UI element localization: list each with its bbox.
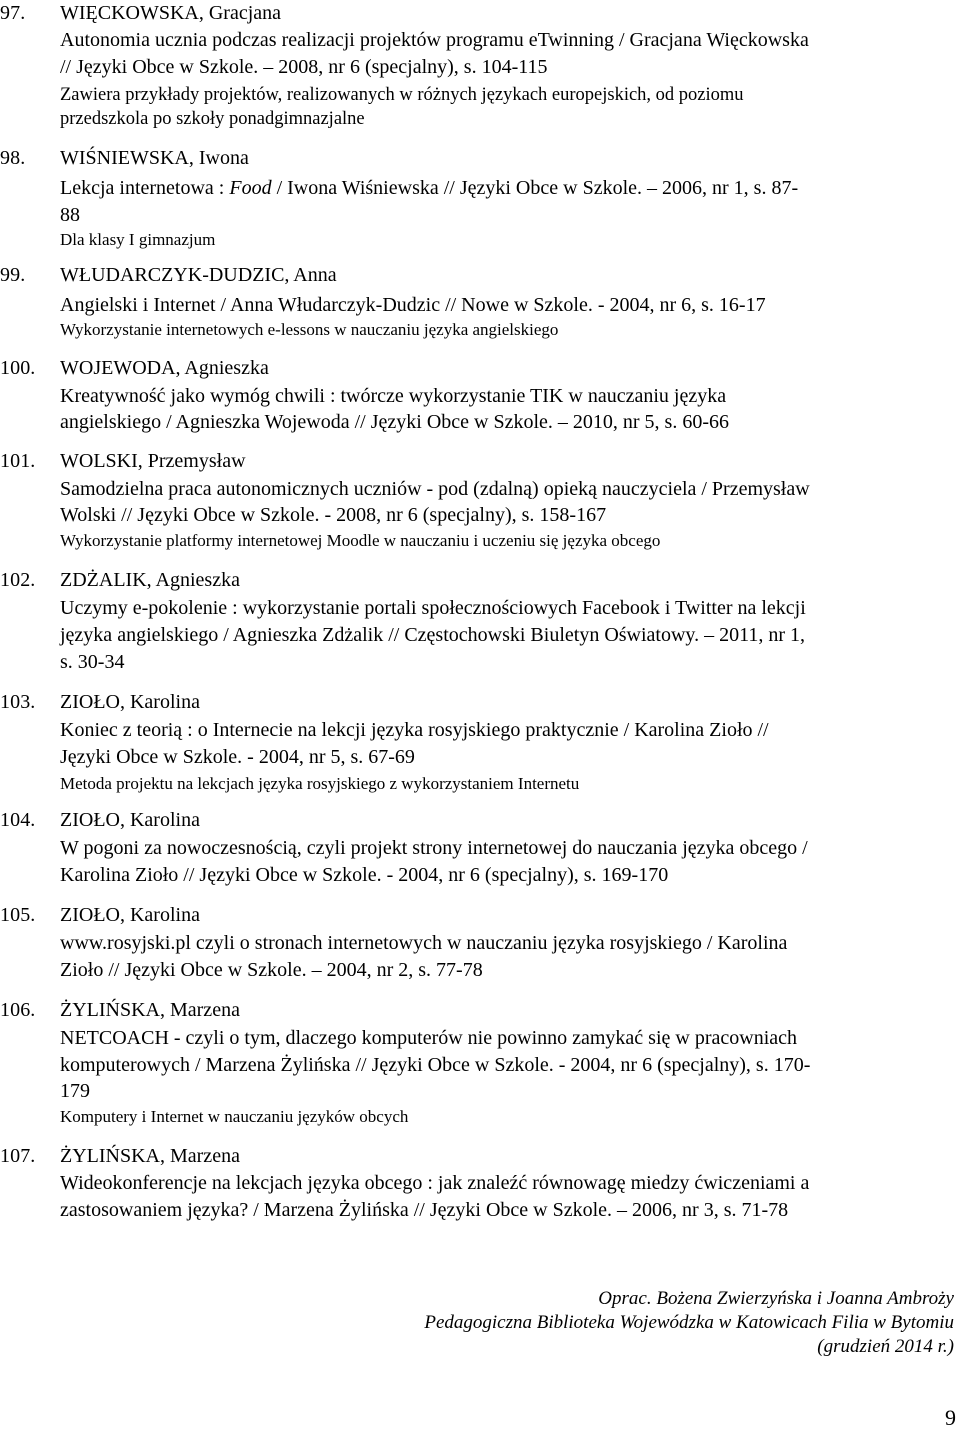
- compiler-line: Oprac. Bożena Zwierzyńska i Joanna Ambroży: [598, 1288, 954, 1309]
- entry-title-line: Kreatywność jako wymóg chwili : twórcze wykorzystanie TIK w nauczaniu języka: [60, 385, 727, 407]
- entry-title-line: s. 30-34: [60, 651, 125, 673]
- entry-title-line: W pogoni za nowoczesnością, czyli projekt strony internetowej do nauczania języka obcego /: [60, 837, 808, 859]
- entry-title-line: Autonomia ucznia podczas realizacji projektów programu eTwinning / Gracjana Więckowska: [60, 29, 809, 51]
- entry-author: WŁUDARCZYK-DUDZIC, Anna: [60, 264, 337, 286]
- entry-title-line: 179: [60, 1080, 90, 1102]
- entry-number: 103.: [0, 691, 36, 713]
- entry-author: WIŚNIEWSKA, Iwona: [60, 147, 249, 169]
- entry-title-line: komputerowych / Marzena Żylińska // Języki Obce w Szkole. - 2004, nr 6 (specjalny), s. 170-: [60, 1054, 811, 1076]
- entry-note: Komputery i Internet w nauczaniu języków obcych: [60, 1107, 409, 1126]
- entry-title-line: Zioło // Języki Obce w Szkole. – 2004, nr 2, s. 77-78: [60, 959, 483, 981]
- entry-number: 102.: [0, 569, 36, 591]
- entry-author: WIĘCKOWSKA, Gracjana: [60, 2, 282, 24]
- entry-note: Metoda projektu na lekcjach języka rosyjskiego z wykorzystaniem Internetu: [60, 774, 580, 793]
- entry-number: 98.: [0, 147, 26, 169]
- entry-title-line: Języki Obce w Szkole. - 2004, nr 5, s. 67-69: [60, 746, 415, 768]
- entry-title-line: Koniec z teorią : o Internecie na lekcji języka rosyjskiego praktycznie / Karolina Zioło //: [60, 719, 769, 741]
- entry-note: Zawiera przykłady projektów, realizowanych w różnych językach europejskich, od poziomu: [60, 85, 744, 105]
- entry-author: WOLSKI, Przemysław: [60, 450, 246, 472]
- entry-title-line: Angielski i Internet / Anna Włudarczyk-Dudzic // Nowe w Szkole. - 2004, nr 6, s. 16-17: [60, 294, 766, 316]
- entry-number: 100.: [0, 357, 36, 379]
- entry-title-line: Uczymy e-pokolenie : wykorzystanie portali społecznościowych Facebook i Twitter na lekcji: [60, 597, 806, 619]
- entry-number: 101.: [0, 450, 36, 472]
- entry-title-line: Samodzielna praca autonomicznych uczniów - pod (zdalną) opieką nauczyciela / Przemysław: [60, 478, 810, 500]
- entry-number: 99.: [0, 264, 26, 286]
- entry-title-line: angielskiego / Agnieszka Wojewoda // Języki Obce w Szkole. – 2010, nr 5, s. 60-66: [60, 411, 730, 433]
- entry-author: ŻYLIŃSKA, Marzena: [60, 1145, 240, 1167]
- entry-title-part: Lekcja internetowa :: [60, 177, 230, 199]
- entry-author: ZIOŁO, Karolina: [60, 904, 200, 926]
- entry-author: ZIOŁO, Karolina: [60, 809, 200, 831]
- entry-title-line: Wolski // Języki Obce w Szkole. - 2008, nr 6 (specjalny), s. 158-167: [60, 504, 607, 526]
- entry-number: 104.: [0, 809, 36, 831]
- entry-title-line: 88: [60, 204, 80, 226]
- page-number: 9: [945, 1405, 956, 1430]
- entry-title-line: zastosowaniem języka? / Marzena Żylińska // Języki Obce w Szkole. – 2006, nr 3, s. 71-78: [60, 1199, 789, 1221]
- entry-title-line: [60, 175, 798, 201]
- entry-title-line: Karolina Zioło // Języki Obce w Szkole. - 2004, nr 6 (specjalny), s. 169-170: [60, 864, 669, 886]
- entry-title-line: Wideokonferencje na lekcjach języka obcego : jak znaleźć równowagę miedzy ćwiczeniami a: [60, 1172, 810, 1194]
- entry-number: 106.: [0, 999, 36, 1021]
- entry-author: WOJEWODA, Agnieszka: [60, 357, 269, 379]
- entry-title-part: / Iwona Wiśniewska // Języki Obce w Szkole. – 2006, nr 1, s. 87-: [271, 177, 799, 199]
- entry-title-line: www.rosyjski.pl czyli o stronach internetowych w nauczaniu języka rosyjskiego / Karolina: [60, 932, 788, 954]
- compiler-credit: [424, 1287, 954, 1359]
- entry-number: 107.: [0, 1145, 36, 1167]
- entry-note: Wykorzystanie platformy internetowej Moodle w nauczaniu i uczeniu się języka obcego: [60, 531, 661, 550]
- entry-author: ZDŻALIK, Agnieszka: [60, 569, 240, 591]
- entry-note: Wykorzystanie internetowych e-lessons w nauczaniu języka angielskiego: [60, 320, 559, 339]
- entry-title-line: NETCOACH - czyli o tym, dlaczego komputerów nie powinno zamykać się w pracowniach: [60, 1027, 798, 1049]
- entry-title-italic: Food: [229, 177, 272, 199]
- entry-title-line: języka angielskiego / Agnieszka Zdżalik // Częstochowski Biuletyn Oświatowy. – 2011, nr 1,: [60, 624, 806, 646]
- entry-title-line: // Języki Obce w Szkole. – 2008, nr 6 (specjalny), s. 104-115: [60, 56, 548, 78]
- entry-author: ŻYLIŃSKA, Marzena: [60, 999, 240, 1021]
- entry-note: Dla klasy I gimnazjum: [60, 230, 216, 249]
- library-line: Pedagogiczna Biblioteka Wojewódzka w Katowicach Filia w Bytomiu: [424, 1312, 954, 1333]
- date-line: (grudzień 2014 r.): [817, 1336, 954, 1357]
- entry-note: przedszkola po szkoły ponadgimnazjalne: [60, 109, 365, 129]
- entry-number: 97.: [0, 2, 26, 24]
- entry-number: 105.: [0, 904, 36, 926]
- entry-author: ZIOŁO, Karolina: [60, 691, 200, 713]
